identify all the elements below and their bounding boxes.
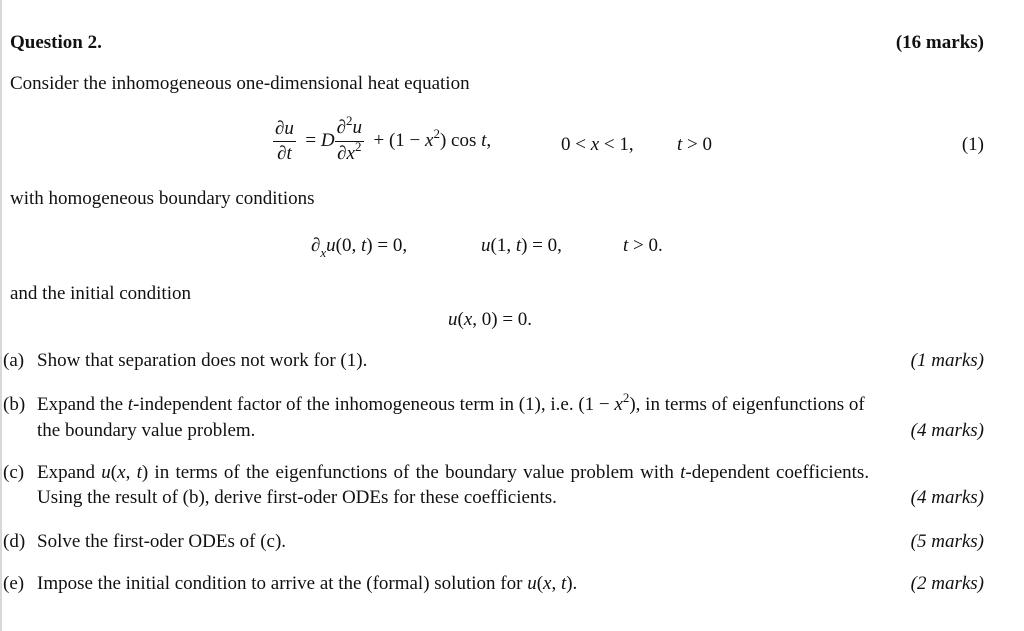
part-c-marks: (4 marks) — [910, 487, 984, 508]
x-domain: 0 < x < 1, — [561, 134, 634, 155]
part-e-label: (e) — [3, 573, 25, 594]
boundary-intro: with homogeneous boundary conditions — [10, 188, 315, 209]
part-b-marks: (4 marks) — [910, 420, 984, 441]
boundary-time-domain: t > 0. — [623, 235, 663, 256]
boundary-condition-left: $\partial_xu(0$, t) = 0, — [311, 235, 408, 260]
part-b-line2: the boundary value problem. — [37, 420, 256, 441]
part-d-label: (d) — [3, 531, 26, 552]
space-derivative-denominator: $\partial x^2$ — [337, 139, 362, 164]
part-c-line1: Expand u(x, t) in terms of the eigenfunctions of the boundary value problem with t-dependent coefficients. — [37, 462, 870, 483]
part-e-marks: (2 marks) — [910, 573, 984, 594]
time-derivative-denominator: ∂t — [277, 143, 292, 164]
part-c-line2: Using the result of (b), derive first-oder ODEs for these coefficients. — [37, 487, 557, 508]
part-a-marks: (1 marks) — [910, 350, 984, 371]
part-a-label: (a) — [3, 350, 25, 371]
equation-number: (1) — [961, 134, 984, 155]
part-d-text: Solve the first-oder ODEs of (c). — [37, 531, 287, 552]
part-e-text: Impose the initial condition to arrive at the (formal) solution for u(x, t). — [37, 573, 578, 594]
initial-intro: and the initial condition — [10, 283, 191, 304]
heat-equation — [273, 113, 492, 165]
source-term: + $(1 - x^2)$ cos t, — [368, 125, 492, 151]
part-b-label: (b) — [3, 394, 26, 415]
question-title: Question 2. — [10, 32, 102, 53]
equals-diffusivity: = D — [300, 129, 335, 151]
space-derivative-numerator: ∂$^2$u — [335, 118, 364, 142]
space-derivative — [335, 113, 364, 165]
part-c-label: (c) — [3, 462, 25, 483]
part-a-text: Show that separation does not work for (1). — [37, 350, 368, 371]
initial-condition: u(x, 0) = 0. — [448, 309, 533, 330]
page-edge — [0, 0, 2, 631]
time-derivative — [273, 119, 296, 164]
part-b-line1: Expand the t-independent factor of the inhomogeneous term in (1), i.e. $(1 - x^2)$, in terms of eigenfunctions of — [37, 390, 865, 415]
question-total-marks: (16 marks) — [895, 32, 984, 53]
intro-text: Consider the inhomogeneous one-dimensional heat equation — [10, 73, 470, 94]
boundary-condition-right: u(1, t) = 0, — [481, 235, 562, 256]
time-derivative-numerator: ∂u — [273, 119, 296, 142]
part-d-marks: (5 marks) — [910, 531, 984, 552]
t-domain: t > 0 — [677, 134, 712, 155]
